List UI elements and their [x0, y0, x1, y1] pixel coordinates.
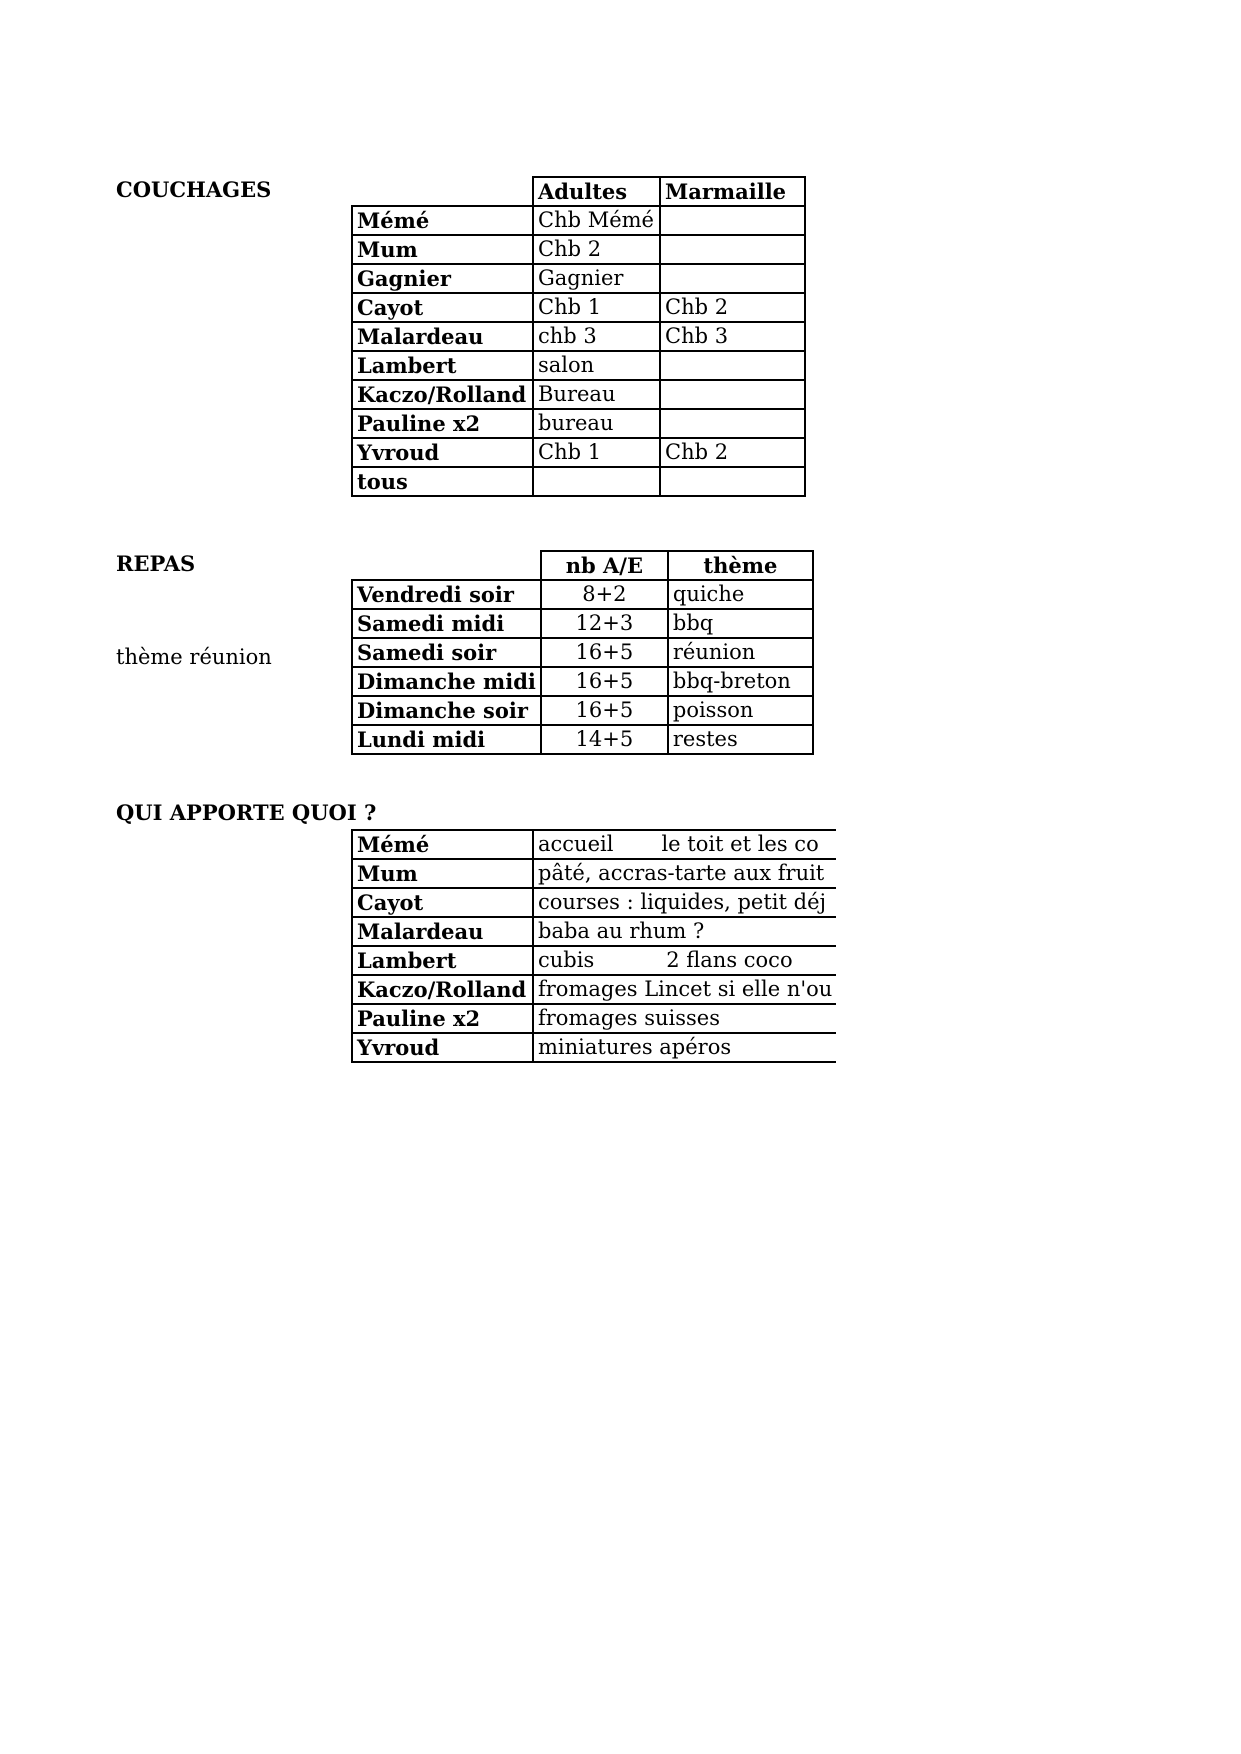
row-name: Dimanche soir	[352, 696, 541, 725]
table-row	[352, 293, 805, 322]
item-text: fromages suisses	[538, 1006, 720, 1030]
cell-nb: 8+2	[541, 580, 668, 609]
cell-marmaille	[660, 264, 805, 293]
item-text: miniatures apéros	[538, 1035, 732, 1059]
table-row	[352, 638, 813, 667]
cell-marmaille: Chb 2	[660, 438, 805, 467]
row-name: Mémé	[352, 206, 533, 235]
cell-item	[533, 1004, 836, 1033]
table-row	[352, 409, 805, 438]
cell-adultes: Chb 1	[533, 293, 660, 322]
row-name: Yvroud	[352, 438, 533, 467]
table-row	[352, 322, 805, 351]
couchages-title: COUCHAGES	[116, 177, 272, 202]
cell-marmaille	[660, 380, 805, 409]
table-row	[352, 467, 805, 496]
table-row	[352, 859, 836, 888]
cell-adultes: Chb Mémé	[533, 206, 660, 235]
qui-apporte-title: QUI APPORTE QUOI ?	[116, 800, 377, 825]
item-text: pâté, accras-tarte aux fruit	[538, 861, 825, 885]
couchages-table	[351, 176, 806, 497]
cell-item	[533, 859, 836, 888]
cell-theme: quiche	[668, 580, 813, 609]
table-row	[352, 1033, 836, 1062]
row-name: Vendredi soir	[352, 580, 541, 609]
row-name: Pauline x2	[352, 1004, 533, 1033]
row-name: Malardeau	[352, 917, 533, 946]
cell-adultes: Gagnier	[533, 264, 660, 293]
row-name: Malardeau	[352, 322, 533, 351]
cell-item	[533, 830, 836, 859]
cell-nb: 16+5	[541, 638, 668, 667]
item-text: cubis	[538, 948, 595, 972]
table-row	[352, 580, 813, 609]
row-name: Lundi midi	[352, 725, 541, 754]
cell-adultes: Chb 2	[533, 235, 660, 264]
item-text: baba au rhum ?	[538, 919, 705, 943]
column-header: Marmaille	[660, 177, 805, 206]
table-row	[352, 609, 813, 638]
cell-marmaille	[660, 467, 805, 496]
cell-adultes: bureau	[533, 409, 660, 438]
table-row	[352, 830, 836, 859]
table-row	[352, 975, 836, 1004]
cell-marmaille	[660, 409, 805, 438]
table-row	[352, 696, 813, 725]
table-row	[352, 235, 805, 264]
item-extra: le toit et les co	[661, 832, 819, 856]
row-name: Gagnier	[352, 264, 533, 293]
table-row	[352, 264, 805, 293]
row-name: Mum	[352, 235, 533, 264]
table-row	[352, 1004, 836, 1033]
row-name: tous	[352, 467, 533, 496]
cell-item	[533, 975, 836, 1004]
table-row	[352, 667, 813, 696]
cell-theme: bbq-breton	[668, 667, 813, 696]
cell-adultes: chb 3	[533, 322, 660, 351]
table-row	[352, 206, 805, 235]
row-name: Kaczo/Rolland	[352, 975, 533, 1004]
cell-item	[533, 946, 836, 975]
cell-adultes	[533, 467, 660, 496]
table-header-row	[352, 551, 813, 580]
table-header-row	[352, 177, 805, 206]
item-text: accueil	[538, 832, 614, 856]
cell-marmaille	[660, 206, 805, 235]
table-row	[352, 888, 836, 917]
column-header: thème	[668, 551, 813, 580]
cell-theme: restes	[668, 725, 813, 754]
row-name: Cayot	[352, 888, 533, 917]
table-row	[352, 946, 836, 975]
cell-item	[533, 1033, 836, 1062]
cell-marmaille: Chb 3	[660, 322, 805, 351]
cell-item	[533, 917, 836, 946]
cell-marmaille: Chb 2	[660, 293, 805, 322]
column-header: nb A/E	[541, 551, 668, 580]
row-name: Mémé	[352, 830, 533, 859]
cell-nb: 12+3	[541, 609, 668, 638]
cell-theme: poisson	[668, 696, 813, 725]
cell-marmaille	[660, 235, 805, 264]
row-name: Dimanche midi	[352, 667, 541, 696]
cell-adultes: Chb 1	[533, 438, 660, 467]
row-name: Kaczo/Rolland	[352, 380, 533, 409]
table-row	[352, 725, 813, 754]
repas-title: REPAS	[116, 551, 196, 576]
cell-theme: réunion	[668, 638, 813, 667]
repas-note: thème réunion	[116, 645, 272, 669]
row-name: Pauline x2	[352, 409, 533, 438]
cell-adultes: salon	[533, 351, 660, 380]
cell-theme: bbq	[668, 609, 813, 638]
row-name: Yvroud	[352, 1033, 533, 1062]
cell-item	[533, 888, 836, 917]
cell-adultes: Bureau	[533, 380, 660, 409]
cell-marmaille	[660, 351, 805, 380]
row-name: Lambert	[352, 351, 533, 380]
row-name: Samedi midi	[352, 609, 541, 638]
row-name: Samedi soir	[352, 638, 541, 667]
qui-apporte-table	[351, 829, 836, 1063]
table-row	[352, 438, 805, 467]
table-row	[352, 351, 805, 380]
item-extra: 2 flans coco	[666, 948, 793, 972]
repas-table	[351, 550, 814, 755]
cell-nb: 14+5	[541, 725, 668, 754]
row-name: Lambert	[352, 946, 533, 975]
item-text: fromages Lincet si elle n'ou	[538, 977, 833, 1001]
column-header: Adultes	[533, 177, 660, 206]
row-name: Mum	[352, 859, 533, 888]
cell-nb: 16+5	[541, 696, 668, 725]
row-name: Cayot	[352, 293, 533, 322]
item-text: courses : liquides, petit déj	[538, 890, 827, 914]
cell-nb: 16+5	[541, 667, 668, 696]
table-row	[352, 917, 836, 946]
table-row	[352, 380, 805, 409]
